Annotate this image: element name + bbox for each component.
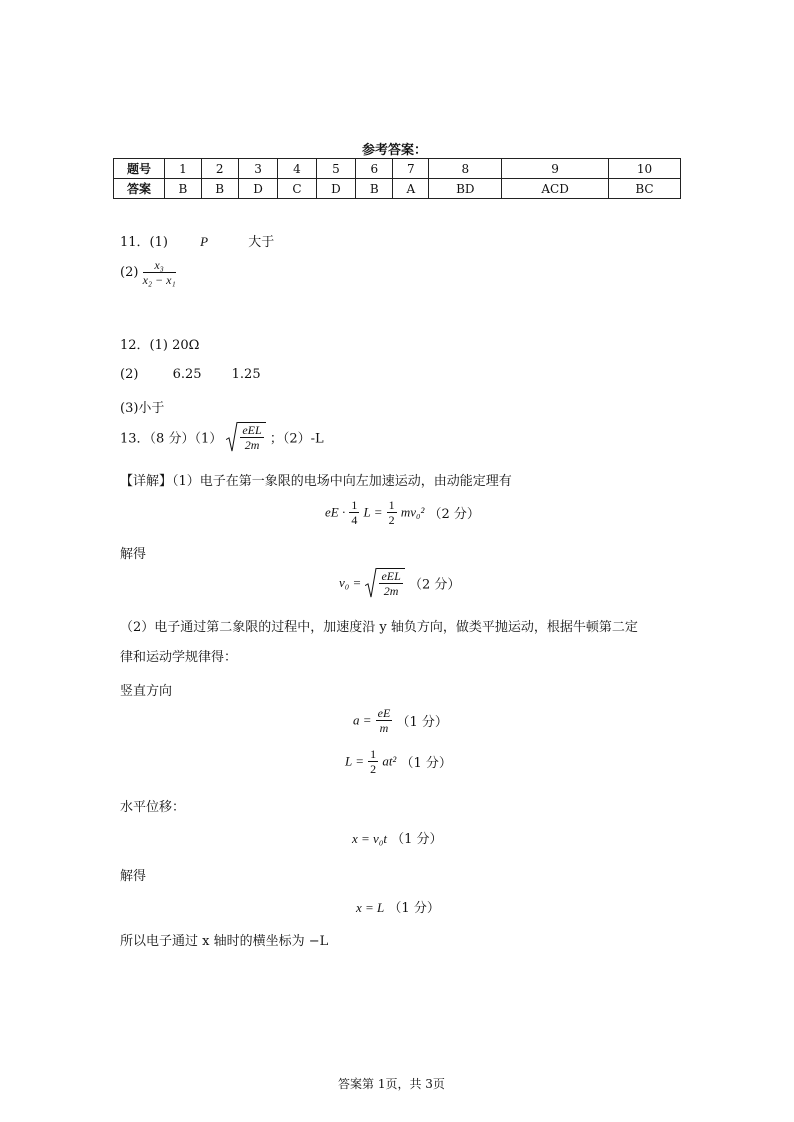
eq4-den: 2 — [370, 762, 377, 776]
q12-part2: (2) — [120, 367, 139, 382]
detail-text: （1）电子在第一象限的电场中向左加速运动，由动能定理有 — [172, 474, 512, 489]
q11-line2 — [120, 258, 176, 287]
table-cell: 7 — [393, 159, 429, 179]
table-cell: 5 — [316, 159, 356, 179]
q13-head-text: 13．（8 分）（1） — [120, 431, 223, 447]
detail-line — [120, 470, 512, 489]
q11-frac-den: x₂ − x₁ — [142, 273, 176, 287]
eq1-frac2 — [387, 498, 397, 527]
eq1-f2-den: 2 — [388, 513, 395, 527]
eq1-f1-num: 1 — [351, 498, 358, 512]
part2-line2: 律和运动学规律得： — [120, 650, 238, 665]
table-cell: D — [238, 179, 278, 199]
eq3-frac — [376, 706, 393, 735]
eq1-frac1 — [349, 498, 359, 527]
q11-num: 11．(1) — [120, 235, 168, 250]
eq4-num: 1 — [370, 747, 377, 761]
eq3-left: a = — [353, 712, 372, 728]
table-cell: B — [165, 179, 202, 199]
eq3-den: m — [379, 721, 389, 735]
sqrt-symbol — [226, 422, 265, 452]
eq4-score: （1 分） — [400, 756, 452, 771]
q13-head-num: eEL — [242, 423, 262, 437]
table-cell: BC — [608, 179, 680, 199]
q12-line3: (3)小于 — [120, 401, 165, 416]
table-row-numbers — [114, 159, 681, 179]
table-cell: 3 — [238, 159, 278, 179]
eq1-right: mv₀² — [400, 504, 425, 520]
table-cell: BD — [429, 179, 502, 199]
eq2-den: 2m — [383, 584, 399, 598]
equation-5 — [352, 828, 443, 847]
radical-icon — [226, 422, 238, 452]
eq3-num: eE — [377, 706, 391, 720]
table-cell: 2 — [201, 159, 238, 179]
eq4-frac — [368, 747, 378, 776]
page-footer: 答案第 1页，共 3页 — [338, 1077, 445, 1091]
q11-p: P — [200, 234, 209, 249]
eq4-left: L = — [345, 753, 365, 769]
answer-title: 参考答案： — [362, 143, 428, 158]
conclusion: 所以电子通过 x 轴时的横坐标为 −L — [120, 934, 329, 949]
q11-fraction — [143, 258, 176, 287]
eq5-score: （1 分） — [391, 832, 443, 847]
equation-1 — [325, 498, 480, 527]
table-cell: B — [201, 179, 238, 199]
sqrt-symbol — [365, 568, 404, 598]
eq6: x = L — [356, 900, 385, 915]
table-cell: A — [393, 179, 429, 199]
q13-head — [120, 422, 324, 452]
eq1-mid: L = — [363, 504, 383, 520]
eq2-left: v₀ = — [339, 575, 362, 590]
table-cell: 8 — [429, 159, 502, 179]
eq5: x = v₀t — [352, 831, 387, 846]
eq1-f2-num: 1 — [388, 498, 395, 512]
table-header-label: 题号 — [114, 159, 165, 179]
table-row-answers — [114, 179, 681, 199]
radical-icon — [365, 568, 377, 598]
equation-2 — [339, 568, 460, 598]
q12-line1: 12．(1) 20Ω — [120, 338, 200, 353]
table-cell: 6 — [356, 159, 393, 179]
table-cell: C — [278, 179, 316, 199]
table-cell: D — [316, 179, 356, 199]
table-cell: 10 — [608, 159, 680, 179]
jiede-1: 解得 — [120, 547, 147, 562]
jiede-2: 解得 — [120, 869, 147, 884]
eq3-score: （1 分） — [396, 715, 448, 730]
equation-4 — [345, 747, 452, 776]
table-cell: ACD — [502, 179, 609, 199]
eq2-score: （2 分） — [408, 577, 461, 593]
q12-line2 — [120, 367, 261, 382]
table-answer-label: 答案 — [114, 179, 165, 199]
table-cell: B — [356, 179, 393, 199]
table-cell: 4 — [278, 159, 316, 179]
eq1-left: eE · — [325, 504, 346, 520]
q13-head-den: 2m — [244, 438, 260, 452]
table-cell: 9 — [502, 159, 609, 179]
answer-table — [113, 158, 681, 199]
q12-v1: 6.25 — [172, 367, 202, 382]
q13-head-tail: ；（2）-L — [269, 431, 324, 447]
q11-word: 大于 — [248, 235, 275, 250]
vertical-label: 竖直方向 — [120, 684, 173, 699]
horizontal-label: 水平位移： — [120, 800, 186, 815]
q11-line1 — [120, 231, 274, 250]
equation-3 — [353, 706, 448, 735]
eq1-score: （2 分） — [428, 507, 480, 522]
eq1-f1-den: 4 — [351, 513, 358, 527]
q12-v2: 1.25 — [231, 367, 261, 382]
q11-part2: (2) — [120, 265, 139, 280]
part2-line1: （2）电子通过第二象限的过程中，加速度沿 y 轴负方向，做类平抛运动，根据牛顿第二定 — [120, 620, 638, 635]
eq4-right: at² — [382, 753, 397, 769]
detail-label: 【详解】 — [120, 474, 173, 489]
equation-6 — [356, 897, 440, 916]
q11-frac-num: x₃ — [143, 258, 176, 273]
table-cell: 1 — [165, 159, 202, 179]
eq2-num: eEL — [381, 569, 401, 583]
eq6-score: （1 分） — [388, 901, 440, 916]
